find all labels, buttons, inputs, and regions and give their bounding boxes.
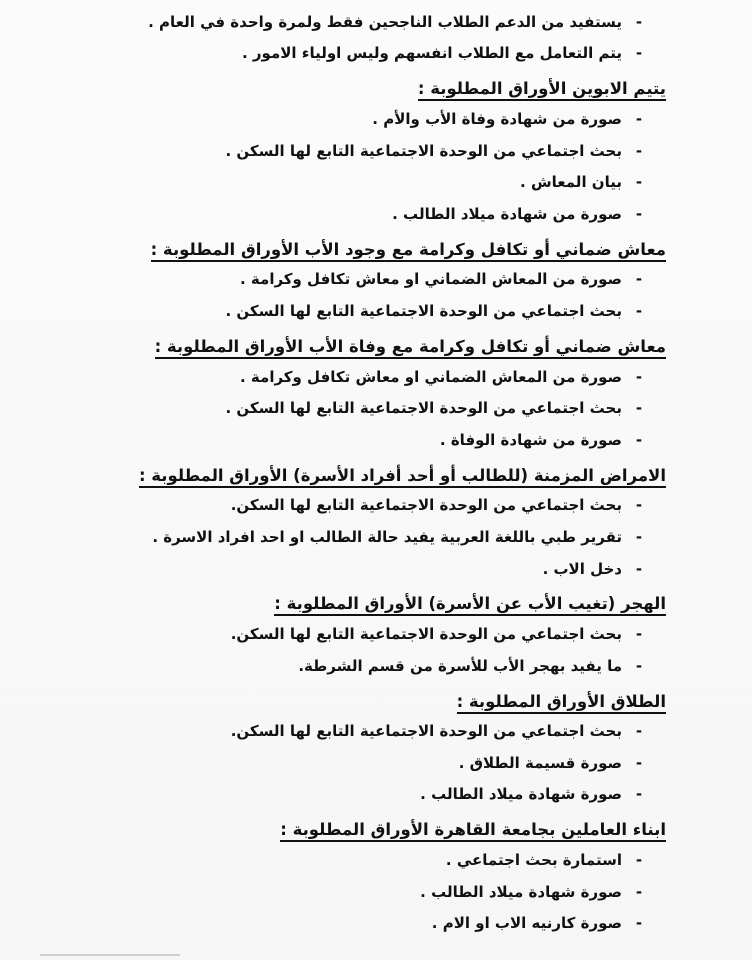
list-item bbox=[84, 716, 644, 748]
list-item bbox=[84, 553, 644, 585]
list-item bbox=[84, 264, 644, 296]
list-item-text: صورة شهادة ميلاد الطالب . bbox=[420, 785, 622, 804]
page-edge-mark bbox=[40, 954, 180, 956]
list-item-text: صورة من شهادة ميلاد الطالب . bbox=[392, 204, 622, 223]
section-heading bbox=[84, 327, 666, 361]
bullet-dash: - bbox=[635, 173, 643, 192]
bullet-dash: - bbox=[635, 753, 643, 772]
list-item-text: يتم التعامل مع الطلاب انفسهم وليس اولياء الامور . bbox=[242, 44, 622, 63]
list-item bbox=[84, 844, 644, 876]
bullet-dash: - bbox=[635, 141, 643, 160]
bullet-dash: - bbox=[635, 914, 643, 933]
section-heading-text: ابناء العاملين بجامعة القاهرة الأوراق المطلوبة : bbox=[280, 820, 666, 842]
list-item-text: صورة شهادة ميلاد الطالب . bbox=[420, 882, 622, 901]
section-heading bbox=[84, 69, 666, 103]
list-item bbox=[84, 361, 644, 393]
section-heading-text: الهجر (تغيب الأب عن الأسرة) الأوراق المطلوبة : bbox=[274, 594, 666, 616]
list-item-text: بحث اجتماعي من الوحدة الاجتماعية التابع لها السكن. bbox=[230, 722, 622, 741]
list-item-text: صورة من شهادة الوفاة . bbox=[439, 430, 622, 449]
list-item-text: تقرير طبي باللغة العربية يفيد حالة الطالب او احد افراد الاسرة . bbox=[152, 527, 622, 546]
bullet-dash: - bbox=[635, 12, 643, 31]
bullet-dash: - bbox=[635, 722, 643, 741]
requirements-list bbox=[84, 6, 666, 939]
list-item-text: استمارة بحث اجتماعي . bbox=[445, 851, 622, 870]
list-item-text: بحث اجتماعي من الوحدة الاجتماعية التابع لها السكن . bbox=[225, 399, 622, 418]
list-item bbox=[84, 135, 644, 167]
list-item-text: بحث اجتماعي من الوحدة الاجتماعية التابع لها السكن . bbox=[225, 301, 622, 320]
list-item bbox=[84, 295, 644, 327]
section-heading bbox=[84, 230, 666, 264]
bullet-dash: - bbox=[635, 44, 643, 63]
section-heading-text: معاش ضماني أو تكافل وكرامة مع وجود الأب الأوراق المطلوبة : bbox=[151, 240, 666, 262]
bullet-dash: - bbox=[635, 109, 643, 128]
section-heading bbox=[84, 810, 666, 844]
list-item bbox=[84, 490, 644, 522]
list-item bbox=[84, 392, 644, 424]
list-item bbox=[84, 424, 644, 456]
bullet-dash: - bbox=[635, 367, 643, 386]
list-item-text: دخل الاب . bbox=[542, 559, 622, 578]
list-item-text: صورة من شهادة وفاة الأب والأم . bbox=[372, 109, 622, 128]
bullet-dash: - bbox=[635, 204, 643, 223]
section-heading-text: يتيم الابوين الأوراق المطلوبة : bbox=[418, 79, 666, 101]
list-item-text: صورة من المعاش الضماني او معاش تكافل وكرامة . bbox=[240, 270, 622, 289]
list-item bbox=[84, 907, 644, 939]
list-item bbox=[84, 650, 644, 682]
list-item bbox=[84, 747, 644, 779]
bullet-dash: - bbox=[635, 527, 643, 546]
list-item-text: صورة قسيمة الطلاق . bbox=[458, 753, 622, 772]
list-item-text: بيان المعاش . bbox=[520, 173, 622, 192]
list-item bbox=[84, 103, 644, 135]
list-item bbox=[84, 198, 644, 230]
list-item-text: بحث اجتماعي من الوحدة الاجتماعية التابع لها السكن . bbox=[225, 141, 622, 160]
list-item-text: بحث اجتماعي من الوحدة الاجتماعية التابع لها السكن. bbox=[230, 625, 622, 644]
list-item-text: يستفيد من الدعم الطلاب الناجحين فقط ولمرة واحدة في العام . bbox=[148, 12, 622, 31]
bullet-dash: - bbox=[635, 851, 643, 870]
bullet-dash: - bbox=[635, 882, 643, 901]
list-item bbox=[84, 521, 644, 553]
list-item bbox=[84, 166, 644, 198]
bullet-dash: - bbox=[635, 625, 643, 644]
bullet-dash: - bbox=[635, 399, 643, 418]
bullet-dash: - bbox=[635, 559, 643, 578]
list-item bbox=[84, 618, 644, 650]
section-heading-text: الطلاق الأوراق المطلوبة : bbox=[457, 692, 666, 714]
bullet-dash: - bbox=[635, 270, 643, 289]
section-heading-text: الامراض المزمنة (للطالب أو أحد أفراد الأسرة) الأوراق المطلوبة : bbox=[139, 466, 666, 488]
list-item-text: ما يفيد بهجر الأب للأسرة من قسم الشرطة. bbox=[298, 656, 622, 675]
bullet-dash: - bbox=[635, 430, 643, 449]
list-item bbox=[84, 6, 644, 38]
list-item-text: بحث اجتماعي من الوحدة الاجتماعية التابع لها السكن. bbox=[230, 496, 622, 515]
section-heading bbox=[84, 682, 666, 716]
section-heading bbox=[84, 584, 666, 618]
list-item-text: صورة من المعاش الضماني او معاش تكافل وكرامة . bbox=[240, 367, 622, 386]
list-item bbox=[84, 876, 644, 908]
bullet-dash: - bbox=[635, 785, 643, 804]
bullet-dash: - bbox=[635, 496, 643, 515]
bullet-dash: - bbox=[635, 301, 643, 320]
section-heading-text: معاش ضماني أو تكافل وكرامة مع وفاة الأب الأوراق المطلوبة : bbox=[155, 337, 666, 359]
list-item bbox=[84, 779, 644, 811]
list-item-text: صورة كارنيه الاب او الام . bbox=[431, 914, 622, 933]
bullet-dash: - bbox=[635, 656, 643, 675]
list-item bbox=[84, 38, 644, 70]
section-heading bbox=[84, 456, 666, 490]
